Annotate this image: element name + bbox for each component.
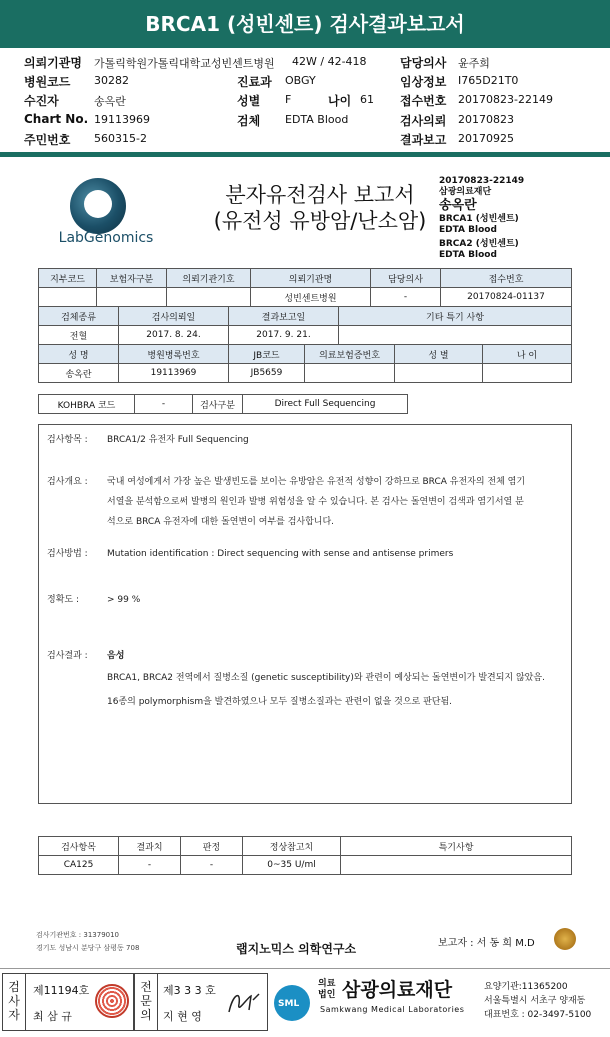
test-item-label: 검사항목 : bbox=[47, 435, 88, 445]
method-label: 검사방법 : bbox=[47, 549, 88, 559]
sml-logo-icon bbox=[274, 977, 310, 1021]
report-document bbox=[14, 168, 596, 963]
specimen-table bbox=[38, 306, 572, 345]
receipt-spec1: EDTA Blood bbox=[439, 225, 497, 235]
kohbra-value: - bbox=[135, 395, 193, 414]
td-sex bbox=[395, 364, 483, 383]
sml-logo-text: SML bbox=[278, 999, 300, 1009]
request-table bbox=[38, 268, 572, 307]
label-specimen: 검체 bbox=[237, 114, 261, 128]
td-receipt-no: 20170824-01137 bbox=[441, 288, 572, 307]
accuracy-label: 정확도 : bbox=[47, 595, 79, 605]
receipt-no: 20170823-22149 bbox=[458, 93, 553, 106]
receipt-spec2: EDTA Blood bbox=[439, 250, 497, 260]
signature-strip bbox=[0, 968, 610, 1037]
th-org-symbol: 의뢰기관기호 bbox=[167, 269, 251, 288]
resident-no: 560315-2 bbox=[94, 132, 147, 145]
receipt-label bbox=[439, 176, 524, 261]
specialist-license: 제3 3 3 호 bbox=[163, 984, 216, 997]
label-chart-no: Chart No. bbox=[24, 112, 89, 126]
receipt-org: 삼광의료재단 bbox=[439, 187, 492, 197]
specialist-name: 지 현 영 bbox=[163, 1010, 202, 1023]
result: 음성 bbox=[107, 651, 125, 661]
th-result: 결과치 bbox=[119, 837, 181, 856]
overview-line2: 서열을 분석함으로써 발병의 원인과 발병 위험성을 알 수 있습니다. 본 검사는 돌연변이 검색과 염기서열 분 bbox=[107, 497, 524, 507]
label-patient: 수진자 bbox=[24, 94, 59, 108]
tester-seal-icon bbox=[95, 984, 129, 1018]
overview-line3: 석으로 BRCA 유전자에 대한 돌연변이 여부를 검사합니다. bbox=[107, 517, 335, 527]
specimen: EDTA Blood bbox=[285, 113, 349, 126]
label-receipt-no: 접수번호 bbox=[400, 94, 447, 108]
th-receipt-no: 접수번호 bbox=[441, 269, 572, 288]
receipt-name: 송옥란 bbox=[439, 198, 477, 213]
specialist-signature-icon bbox=[223, 986, 263, 1020]
td-name: 송옥란 bbox=[39, 364, 119, 383]
chart-no: 19113969 bbox=[94, 113, 150, 126]
overview-line1: 국내 여성에게서 가장 높은 발생빈도를 보이는 유방암은 유전적 성향이 강하므로 BRCA 유전자의 전체 염기 bbox=[107, 477, 526, 487]
patient-table bbox=[38, 344, 572, 383]
care-institution-no: 요양기관:11365200 bbox=[484, 982, 568, 992]
kohbra-label: KOHBRA 코드 bbox=[39, 395, 135, 414]
td-remarks bbox=[339, 326, 572, 345]
td-branch-code bbox=[39, 288, 97, 307]
td-result-date: 2017. 9. 21. bbox=[229, 326, 339, 345]
label-report-date: 결과보고 bbox=[400, 133, 447, 147]
document-title bbox=[204, 182, 436, 234]
document-title-line2: (유전성 유방암/난소암) bbox=[213, 209, 427, 233]
report-date: 20170925 bbox=[458, 132, 514, 145]
institution-address: 경기도 성남시 분당구 삼평동 708 bbox=[36, 944, 140, 952]
result-row bbox=[47, 647, 567, 717]
institute-name: 랩지노믹스 의학연구소 bbox=[236, 942, 357, 956]
labgenomics-logo bbox=[36, 178, 176, 248]
result-section bbox=[38, 424, 572, 804]
td-insurer-type bbox=[97, 288, 167, 307]
test-type-value: Direct Full Sequencing bbox=[243, 395, 408, 414]
td-hospital-record: 19113969 bbox=[119, 364, 229, 383]
th-test-item: 검사항목 bbox=[39, 837, 119, 856]
th-sex: 성 별 bbox=[395, 345, 483, 364]
test-type-label: 검사구분 bbox=[193, 395, 243, 414]
report-title-bar bbox=[0, 0, 610, 48]
tester-license: 제11194호 bbox=[33, 984, 90, 997]
th-insurer-type: 보험자구분 bbox=[97, 269, 167, 288]
ward: 42W / 42-418 bbox=[292, 55, 367, 68]
header-divider bbox=[0, 152, 610, 157]
th-remarks: 기타 특기 사항 bbox=[339, 307, 572, 326]
th-judgment: 판정 bbox=[181, 837, 243, 856]
tester-name: 최 삼 규 bbox=[33, 1010, 72, 1023]
doctor: 윤주희 bbox=[458, 57, 490, 70]
th-org-name: 의뢰기관명 bbox=[251, 269, 371, 288]
org-type: 의료법인 bbox=[318, 979, 336, 1000]
th-name: 성 명 bbox=[39, 345, 119, 364]
additional-test-table bbox=[38, 836, 572, 875]
logo-text: LabGenomics bbox=[58, 230, 154, 246]
result-label: 검사결과 : bbox=[47, 651, 88, 661]
accuracy: > 99 % bbox=[107, 595, 141, 605]
td-jb-code: JB5659 bbox=[229, 364, 305, 383]
label-department: 진료과 bbox=[237, 75, 272, 89]
label-requesting-org: 의뢰기관명 bbox=[24, 56, 82, 70]
clinical-info: I765D21T0 bbox=[458, 74, 519, 87]
th-age: 나 이 bbox=[483, 345, 572, 364]
td-age bbox=[483, 364, 572, 383]
td-org-symbol bbox=[167, 288, 251, 307]
td-specimen-type: 전혈 bbox=[39, 326, 119, 345]
receipt-item1: BRCA1 (성빈센트) bbox=[439, 214, 519, 224]
institution-reg-no: 검사기관번호 : 31379010 bbox=[36, 931, 120, 939]
report-title: BRCA1 (성빈센트) 검사결과보고서 bbox=[145, 12, 465, 36]
label-doctor: 담당의사 bbox=[400, 56, 447, 70]
label-request-date: 검사의뢰 bbox=[400, 114, 447, 128]
tester-label: 검사자 bbox=[8, 980, 20, 1022]
th-specimen-type: 검체종류 bbox=[39, 307, 119, 326]
method: Mutation identification : Direct sequencing with sense and antisense primers bbox=[107, 549, 454, 559]
request-date: 20170823 bbox=[458, 113, 514, 126]
label-resident-no: 주민번호 bbox=[24, 133, 71, 147]
specialist-signature-box bbox=[134, 973, 268, 1031]
td-reference: 0~35 U/ml bbox=[243, 856, 341, 875]
td-insurance-no bbox=[305, 364, 395, 383]
th-notes: 특기사항 bbox=[341, 837, 572, 856]
patient-name: 송옥란 bbox=[94, 95, 126, 108]
th-hospital-record: 병원병록번호 bbox=[119, 345, 229, 364]
receipt-number: 20170823-22149 bbox=[439, 176, 525, 186]
department: OBGY bbox=[285, 74, 316, 87]
th-jb-code: JB코드 bbox=[229, 345, 305, 364]
label-hospital-code: 병원코드 bbox=[24, 75, 71, 89]
hospital-code: 30282 bbox=[94, 74, 129, 87]
org-name-en: Samkwang Medical Laboratories bbox=[320, 1005, 465, 1014]
receipt-item2: BRCA2 (성빈센트) bbox=[439, 239, 519, 249]
test-item: BRCA1/2 유전자 Full Sequencing bbox=[107, 435, 249, 445]
th-result-date: 결과보고일 bbox=[229, 307, 339, 326]
reporter-seal-icon bbox=[554, 928, 576, 950]
th-insurance-no: 의료보험증번호 bbox=[305, 345, 395, 364]
org-address: 서울특별시 서초구 양재동 bbox=[484, 996, 586, 1006]
result-line1: BRCA1, BRCA2 전역에서 질병소질 (genetic susceptibility)와 관련이 예상되는 돌연변이가 발견되지 않았음. bbox=[107, 673, 545, 683]
org-phone: 대표번호 : 02-3497-5100 bbox=[484, 1010, 592, 1020]
overview-row bbox=[47, 473, 567, 533]
td-result: - bbox=[119, 856, 181, 875]
td-test-item: CA125 bbox=[39, 856, 119, 875]
td-request-date: 2017. 8. 24. bbox=[119, 326, 229, 345]
td-judgment: - bbox=[181, 856, 243, 875]
th-reference: 정상참고치 bbox=[243, 837, 341, 856]
specialist-label: 전문의 bbox=[140, 980, 152, 1022]
td-org-name: 성빈센트병원 bbox=[251, 288, 371, 307]
document-title-line1: 분자유전검사 보고서 bbox=[225, 183, 415, 207]
th-request-date: 검사의뢰일 bbox=[119, 307, 229, 326]
tester-signature-box bbox=[2, 973, 134, 1031]
age: 61 bbox=[360, 93, 374, 106]
label-sex: 성별 bbox=[237, 94, 261, 108]
kohbra-table bbox=[38, 394, 408, 414]
label-age: 나이 bbox=[328, 94, 352, 108]
patient-info bbox=[0, 52, 610, 148]
th-doctor: 담당의사 bbox=[371, 269, 441, 288]
td-doctor: - bbox=[371, 288, 441, 307]
requesting-org: 가톨릭학원가톨릭대학교성빈센트병원 bbox=[94, 57, 275, 70]
overview-label: 검사개요 : bbox=[47, 477, 88, 487]
result-line2: 16종의 polymorphism을 발견하였으나 모두 질병소질과는 관련이 없을 것으로 판단됨. bbox=[107, 697, 453, 707]
sex: F bbox=[285, 93, 292, 106]
label-clinical-info: 임상정보 bbox=[400, 75, 447, 89]
reporter: 보고자 : 서 동 희 M.D bbox=[438, 938, 535, 949]
td-notes bbox=[341, 856, 572, 875]
th-branch-code: 지부코드 bbox=[39, 269, 97, 288]
org-name: 삼광의료재단 bbox=[342, 979, 453, 1001]
